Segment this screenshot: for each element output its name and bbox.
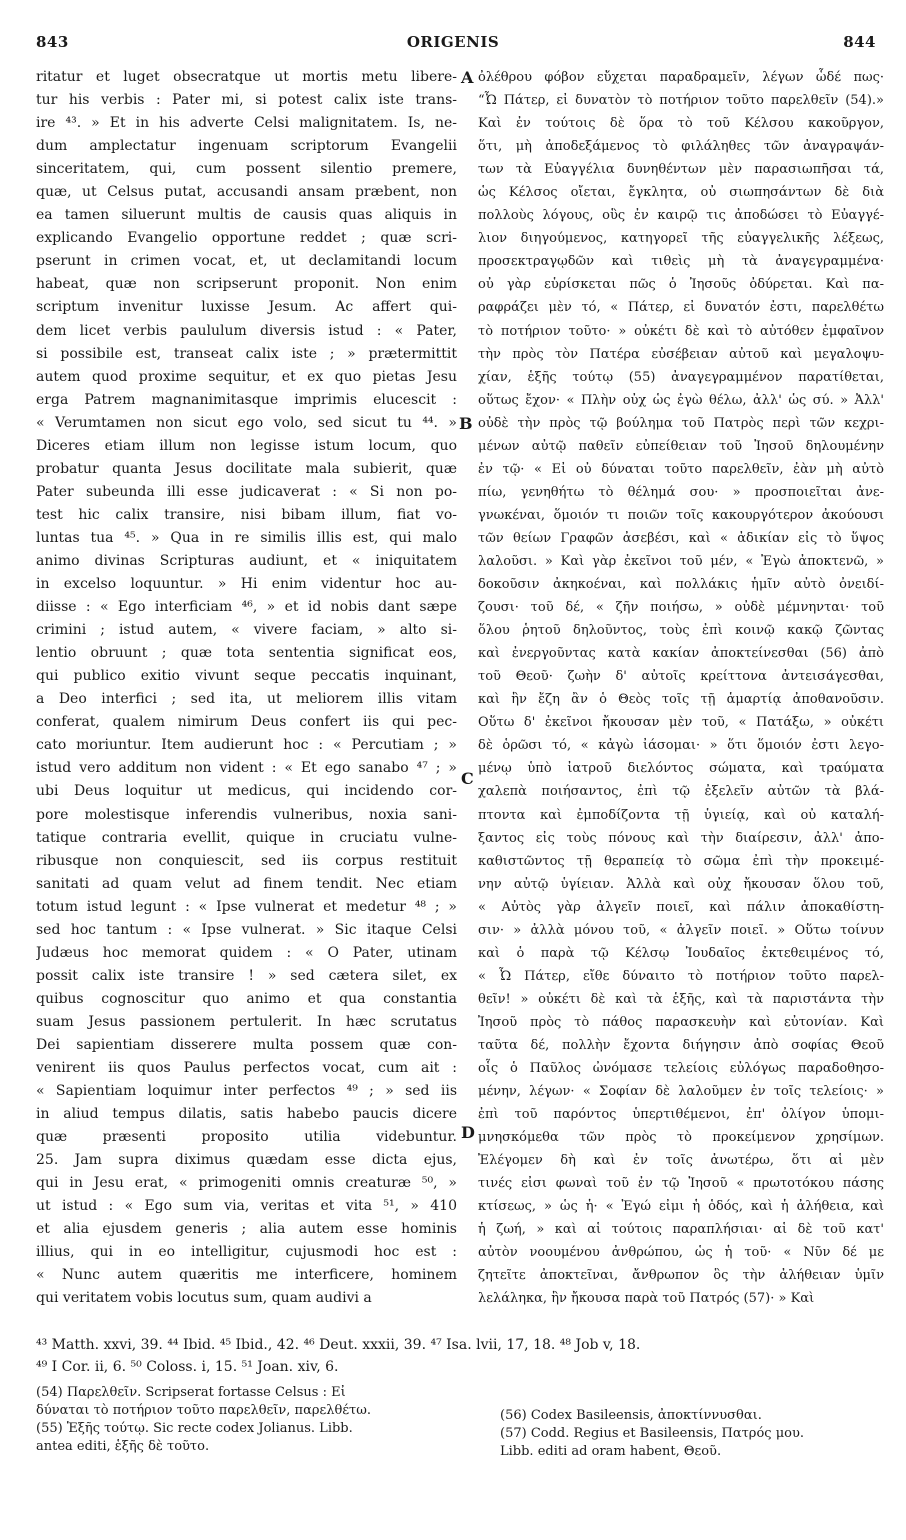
footnote-note-56: (56) Codex Basileensis, ἀποκτίννυσθαι.: [500, 1408, 762, 1423]
text-line: χίαν, ἑξῆς τούτῳ (55) ἀναγεγραμμένον παρατίθεται,: [478, 369, 884, 385]
text-line: μένῳ ὑπὸ ἰατροῦ διελόντος σώματα, καὶ τραύματα: [478, 761, 884, 777]
text-line: μένων αὐτῷ παθεῖν εὐπείθειαν τοῦ Ἰησοῦ δηλουμένην: [478, 438, 884, 454]
text-line: Ἐλέγομεν δὴ καὶ ἐν τοῖς ἀνωτέρω, ὅτι αἱ μὲν: [478, 1153, 884, 1169]
text-line: quæ, ut Celsus putat, accusandi ansam præbent, non: [36, 184, 457, 201]
text-line: μένην, λέγων· « Σοφίαν δὲ λαλοῦμεν ἐν τοῖς τελείοις· »: [478, 1084, 884, 1100]
text-line: μνησκόμεθα τῶν πρὸς τὸ προκείμενον χρησίμων.: [478, 1130, 884, 1146]
text-line: venirent iis quos Paulus perfectos vocat, cum ait :: [36, 1060, 457, 1077]
text-line: τὴν πρὸς τὸν Πατέρα εὐσέβειαν αὐτοῦ καὶ μεγαλοψυ-: [478, 346, 884, 362]
text-line: ξαντος εἰς τοὺς πόνους καὶ τὴν διαίρεσιν, ἀλλ' ἀπο-: [478, 830, 884, 846]
text-line: Judæus hoc memorat quidem : « O Pater, utinam: [36, 944, 457, 961]
text-line: « Ὦ Πάτερ, εἴθε δύναιτο τὸ ποτήριον τοῦτο παρελ-: [478, 968, 884, 984]
text-line: « Nunc autem quæritis me interficere, hominem: [36, 1267, 457, 1284]
text-line: Dei sapientiam disserere multa possem quæ con-: [36, 1036, 457, 1053]
text-line: σιν· » ἀλλὰ μόνου τοῦ, « ἀλγεῖν ποιεῖ. » Οὕτω τοίνυν: [478, 922, 884, 938]
text-line: quæ præsenti proposito utilia videbuntur.: [36, 1129, 457, 1146]
latin-column: [36, 66, 457, 1311]
footnote-note-57b: Libb. editi ad oram habent, Θεοῦ.: [500, 1444, 722, 1459]
text-line: οὐδὲ τὴν πρὸς τῷ βούλημα τοῦ Πατρὸς περὶ τῶν κεχρι-: [478, 415, 884, 431]
text-line: cato moriuntur. Item audierunt hoc : « Percutiam ; »: [36, 737, 457, 754]
text-line: Ἰησοῦ πρὸς τὸ πάθος παρασκευὴν καὶ εὐτονίαν. Καὶ: [478, 1014, 884, 1030]
text-line: ὀλέθρου φόβον εὔχεται παραδραμεῖν, λέγων ὧδέ πως·: [478, 70, 884, 85]
greek-column: [478, 66, 884, 1311]
text-line: ραφράζει μὲν τό, « Πάτερ, εἰ δυνατόν ἐστι, παρελθέτω: [478, 300, 884, 316]
text-line: οὕτως ἔχον· « Πλὴν οὐχ ὡς ἐγὼ θέλω, ἀλλ' ὡς σύ. » Ἀλλ': [478, 392, 884, 408]
text-line: pore molestisque inferendis vulneribus, noxia sani-: [36, 806, 457, 823]
text-line: Οὕτω δ' ἐκεῖνοι ἤκουσαν μὲν τοῦ, « Πατάξω, » οὐκέτι: [478, 715, 884, 731]
text-line: ὡς Κέλσος οἴεται, ἔγκλητα, οὐ σιωπησάντων δὲ διὰ: [478, 185, 884, 201]
margin-letter-c: C: [461, 769, 474, 788]
text-line: ea tamen siluerunt multis de causis quas aliquis in: [36, 207, 457, 224]
text-line: in aliud tempus dilatis, satis habebo paucis dicere: [36, 1106, 457, 1123]
page-number-left: 843: [36, 33, 69, 51]
footnote-note-54a: (54) Παρελθεῖν. Scripserat fortasse Celsus : Εἰ: [36, 1385, 346, 1400]
text-line: καὶ ὁ παρὰ τῷ Κέλσῳ Ἰουδαῖος ἐκτεθειμένος τό,: [478, 945, 884, 961]
text-line: λιον διηγούμενος, κατηγορεῖ τῆς εὐαγγελικῆς λέξεως,: [478, 231, 884, 247]
text-line: si possibile est, transeat calix iste ; » prætermittit: [36, 345, 457, 362]
text-line: tur his verbis : Pater mi, si potest calix iste trans-: [36, 92, 457, 109]
text-line: « Αὐτὸς γὰρ ἀλγεῖν ποιεῖ, καὶ πάλιν ἀποκαθίστη-: [478, 899, 884, 915]
margin-letter-b: B: [459, 414, 473, 433]
text-line: suam Jesus passionem pertulerit. In hæc scrutatus: [36, 1013, 457, 1030]
text-line: erga Patrem magnanimitasque imprimis elucescit :: [36, 391, 457, 408]
text-line: χαλεπὰ ποιήσαντος, ἐπὶ τῷ ἐξελεῖν αὐτῶν τὰ βλά-: [478, 784, 884, 800]
text-line: δοκοῦσιν ἀκηκοέναι, καὶ πολλάκις ἡμῖν αὐτὸ ὀνειδί-: [478, 577, 884, 593]
text-line: sinceritatem, qui, cum possent silentio premere,: [36, 161, 457, 178]
text-line: tatique contraria evellit, quique in cruciatu vulne-: [36, 829, 457, 846]
text-line: conferat, qualem nimirum Deus confert iis qui pec-: [36, 714, 457, 731]
text-line: ut istud : « Ego sum via, veritas et vita ⁵¹, » 410: [36, 1198, 457, 1215]
text-line: scriptum invenitur luxisse Jesum. Ac affert qui-: [36, 299, 457, 316]
text-line: τοῦ Θεοῦ· ζωὴν δ' αὐτοῖς κρείττονα ἀντεισάγεσθαι,: [478, 669, 884, 685]
text-line: ἐπὶ τοῦ παρόντος ὑπερτιθέμενοι, ἐπ' ὀλίγον ὑπομι-: [478, 1107, 884, 1123]
text-line: κτίσεως, » ὡς ἡ· « Ἐγώ εἰμι ἡ ὁδός, καὶ ἡ ἀλήθεια, καὶ: [478, 1199, 884, 1215]
text-line: πίω, γενηθήτω τὸ θέλημά σου· » προσποιεῖται ἀνε-: [478, 484, 884, 500]
text-line: animo divinas Scripturas audiunt, et « iniquitatem: [36, 552, 457, 569]
text-line: πολλοὺς λόγους, οὓς ἐν καιρῷ τις ἀποδώσει τὸ Εὐαγγέ-: [478, 208, 884, 224]
text-line: qui in Jesu erat, « primogeniti omnis creaturæ ⁵⁰, »: [36, 1175, 457, 1192]
text-line: illius, qui in eo intelligitur, cujusmodi hoc est :: [36, 1244, 457, 1261]
text-line: autem quod proxime sequitur, et ex quo pietas Jesu: [36, 368, 457, 385]
text-line: possit calix iste transire ! » sed cætera silet, ex: [36, 967, 457, 984]
text-line: pserunt in crimen vocat, et, ut declamitandi locum: [36, 253, 457, 270]
footnote-note-55a: (55) Ἑξῆς τούτῳ. Sic recte codex Jolianus. Libb.: [36, 1421, 353, 1436]
text-line: Καὶ ἐν τούτοις δὲ ὅρα τὸ τοῦ Κέλσου κακοῦργον,: [478, 116, 884, 132]
text-line: sanitati ad quam velut ad finem tendit. Nec etiam: [36, 875, 457, 892]
text-line: qui veritatem vobis locutus sum, quam audivi a: [36, 1290, 372, 1307]
text-line: θεῖν! » οὐκέτι δὲ καὶ τὰ ἑξῆς, καὶ τὰ παριστάντα τὴν: [478, 991, 884, 1007]
page-number-right: 844: [843, 33, 876, 51]
running-title: ORIGENIS: [406, 33, 500, 51]
text-line: γνωκέναι, ὅμοιόν τι ποιῶν τοῖς κακουργότερον ἀκούουσι: [478, 507, 884, 523]
text-line: ὅλου ῥητοῦ δηλοῦντος, τοὺς ἐπὶ κοινῷ κακῷ ζῶντας: [478, 623, 884, 639]
text-line: luntas tua ⁴⁵. » Qua in re similis illis est, qui malo: [36, 529, 457, 546]
text-line: ἡ ζωή, » καὶ αἱ τούτοις παραπλήσιαι· αἱ δὲ τοῦ κατ': [478, 1222, 884, 1238]
text-line: καὶ ἣν ἔζη ἂν ὁ Θεὸς τοῖς τῇ ἁμαρτίᾳ ἀποθανοῦσιν.: [478, 692, 884, 708]
text-line: habeat, quæ non scripserunt proponit. Non enim: [36, 276, 457, 293]
text-line: νην αὐτῷ ὑγίειαν. Ἀλλὰ καὶ οὐχ ἤκουσαν ὅλου τοῦ,: [478, 876, 884, 892]
footnote-refs-line1: ⁴³ Matth. xxvi, 39. ⁴⁴ Ibid. ⁴⁵ Ibid., 42. ⁴⁶ Deut. xxxii, 39. ⁴⁷ Isa. lvii, 17, 18. ⁴⁸ Job v, 18.: [36, 1337, 641, 1353]
text-line: ribusque non conquiescit, sed iis corpus restituit: [36, 852, 457, 869]
text-line: τὸ ποτήριον τοῦτο· » οὐκέτι δὲ καὶ τὸ αὐτόθεν ἐμφαῖνον: [478, 323, 884, 339]
text-line: “Ὦ Πάτερ, εἰ δυνατὸν τὸ ποτήριον τοῦτο παρελθεῖν (54).»: [478, 93, 884, 109]
text-line: ὅτι, μὴ ἀποδεξάμενος τὸ φιλάληθες τῶν ἀναγραψάν-: [478, 139, 884, 155]
text-line: dum amplectatur ingenuam scriptorum Evangelii: [36, 138, 457, 155]
text-line: προσεκτραγῳδῶν καὶ τιθεὶς μὴ τὰ ἀναγεγραμμένα·: [478, 254, 884, 270]
text-line: et alia ejusdem generis ; alia autem esse hominis: [36, 1221, 457, 1238]
text-line: των τὰ Εὐαγγέλια δυνηθέντων μὲν παρασιωπῆσαι τά,: [478, 162, 884, 178]
footnote-refs-line2: ⁴⁹ I Cor. ii, 6. ⁵⁰ Coloss. i, 15. ⁵¹ Joan. xiv, 6.: [36, 1359, 339, 1375]
text-line: totum istud legunt : « Ipse vulnerat et medetur ⁴⁸ ; »: [36, 898, 457, 915]
text-line: ζητεῖτε ἀποκτεῖναι, ἄνθρωπον ὃς τὴν ἀλήθειαν ὑμῖν: [478, 1268, 884, 1284]
text-line: αὐτὸν νοουμένου ἀνθρώπου, ὡς ἡ τοῦ· « Νῦν δέ με: [478, 1245, 884, 1261]
margin-letter-d: D: [461, 1123, 475, 1142]
text-line: οἷς ὁ Παῦλος ὠνόμασε τελείοις εὐλόγως παραδοθησο-: [478, 1061, 884, 1077]
footnote-note-55b: antea editi, ἑξῆς δὲ τοῦτο.: [36, 1439, 210, 1454]
text-line: quibus cognoscitur quo animo et qua constantia: [36, 990, 457, 1007]
text-line: ταῦτα δέ, πολλὴν ἔχοντα διήγησιν ἀπὸ σοφίας Θεοῦ: [478, 1037, 884, 1053]
text-line: probatur quanta Jesus docilitate mala subierit, quæ: [36, 460, 457, 477]
text-line: « Sapientiam loquimur inter perfectos ⁴⁹ ; » sed iis: [36, 1083, 457, 1100]
text-line: 25. Jam supra diximus quædam esse dicta ejus,: [36, 1152, 457, 1169]
text-line: qui publico exitio vivunt seque peccatis inquinant,: [36, 668, 457, 685]
text-line: crimini ; istud autem, « vivere faciam, » alto si-: [36, 622, 457, 639]
text-line: « Verumtamen non sicut ego volo, sed sicut tu ⁴⁴. »: [36, 414, 457, 431]
margin-letter-a: A: [461, 68, 474, 87]
text-line: ζουσι· τοῦ δέ, « ζῆν ποιήσω, » οὐδὲ μέμνηνται· τοῦ: [478, 600, 884, 616]
text-line: ire ⁴³. » Et in his adverte Celsi malignitatem. Is, ne-: [36, 115, 457, 132]
text-line: ubi Deus loquitur ut medicus, qui incidendo cor-: [36, 783, 457, 800]
text-line: istud vero additum non vident : « Et ego sanabo ⁴⁷ ; »: [36, 760, 457, 777]
text-line: Diceres etiam illum non legisse istum locum, quo: [36, 437, 457, 454]
text-line: test hic calix transire, nisi bibam illum, fiat vo-: [36, 506, 457, 523]
text-line: a Deo interfici ; sed ita, ut meliorem illis vitam: [36, 691, 457, 708]
footnote-note-57a: (57) Codd. Regius et Basileensis, Πατρός μου.: [500, 1426, 805, 1441]
text-line: τῶν θείων Γραφῶν ἀσεβέσι, καὶ « ἀδικίαν εἰς τὸ ὕψος: [478, 530, 884, 546]
text-line: dem licet verbis paululum diversis istud : « Pater,: [36, 322, 457, 339]
text-line: lentio obruunt ; quæ tota sententia significat eos,: [36, 645, 457, 662]
footnote-note-54b: δύναται τὸ ποτήριον τοῦτο παρελθεῖν, παρελθέτω.: [36, 1403, 371, 1418]
text-line: δὲ ὁρῶσι τό, « κἀγὼ ἰάσομαι· » ὅτι ὅμοιόν ἐστι λεγο-: [478, 738, 884, 754]
text-line: τινές εἰσι φωναὶ τοῦ ἐν τῷ Ἰησοῦ « πρωτοτόκου πάσης: [478, 1176, 884, 1192]
text-line: καὶ ἐνεργοῦντας κατὰ κακίαν ἀποκτείνεσθαι (56) ἀπὸ: [478, 646, 884, 662]
text-line: καθιστῶντος τῇ θεραπείᾳ τὸ σῶμα ἐπὶ τὴν προκειμέ-: [478, 853, 884, 869]
text-line: οὐ γὰρ εὑρίσκεται πῶς ὁ Ἰησοῦς ὀδύρεται. Καὶ πα-: [478, 277, 884, 293]
text-line: explicando Evangelio opportune reddet ; quæ scri-: [36, 230, 457, 247]
text-line: λαλοῦσι. » Καὶ γὰρ ἐκεῖνοι τοῦ μέν, « Ἐγὼ ἀποκτενῶ, »: [478, 553, 884, 569]
text-line: ἐν τῷ· « Εἰ οὐ δύναται τοῦτο παρελθεῖν, ἐὰν μὴ αὐτὸ: [478, 461, 884, 477]
text-line: πτοντα καὶ ἐμποδίζοντα τῇ ὑγιείᾳ, καὶ οὐ καταλή-: [478, 807, 884, 823]
text-line: λελάληκα, ἣν ἤκουσα παρὰ τοῦ Πατρός (57)· » Καὶ: [478, 1291, 815, 1307]
text-line: diisse : « Ego interficiam ⁴⁶, » et id nobis dant sæpe: [36, 599, 457, 616]
text-line: sed hoc tantum : « Ipse vulnerat. » Sic itaque Celsi: [36, 921, 457, 938]
text-line: in excelso loquuntur. » Hi enim videntur hoc au-: [36, 576, 457, 593]
text-line: ritatur et luget obsecratque ut mortis metu libere-: [36, 69, 457, 85]
text-line: Pater subeunda illi esse judicaverat : « Si non po-: [36, 483, 457, 500]
